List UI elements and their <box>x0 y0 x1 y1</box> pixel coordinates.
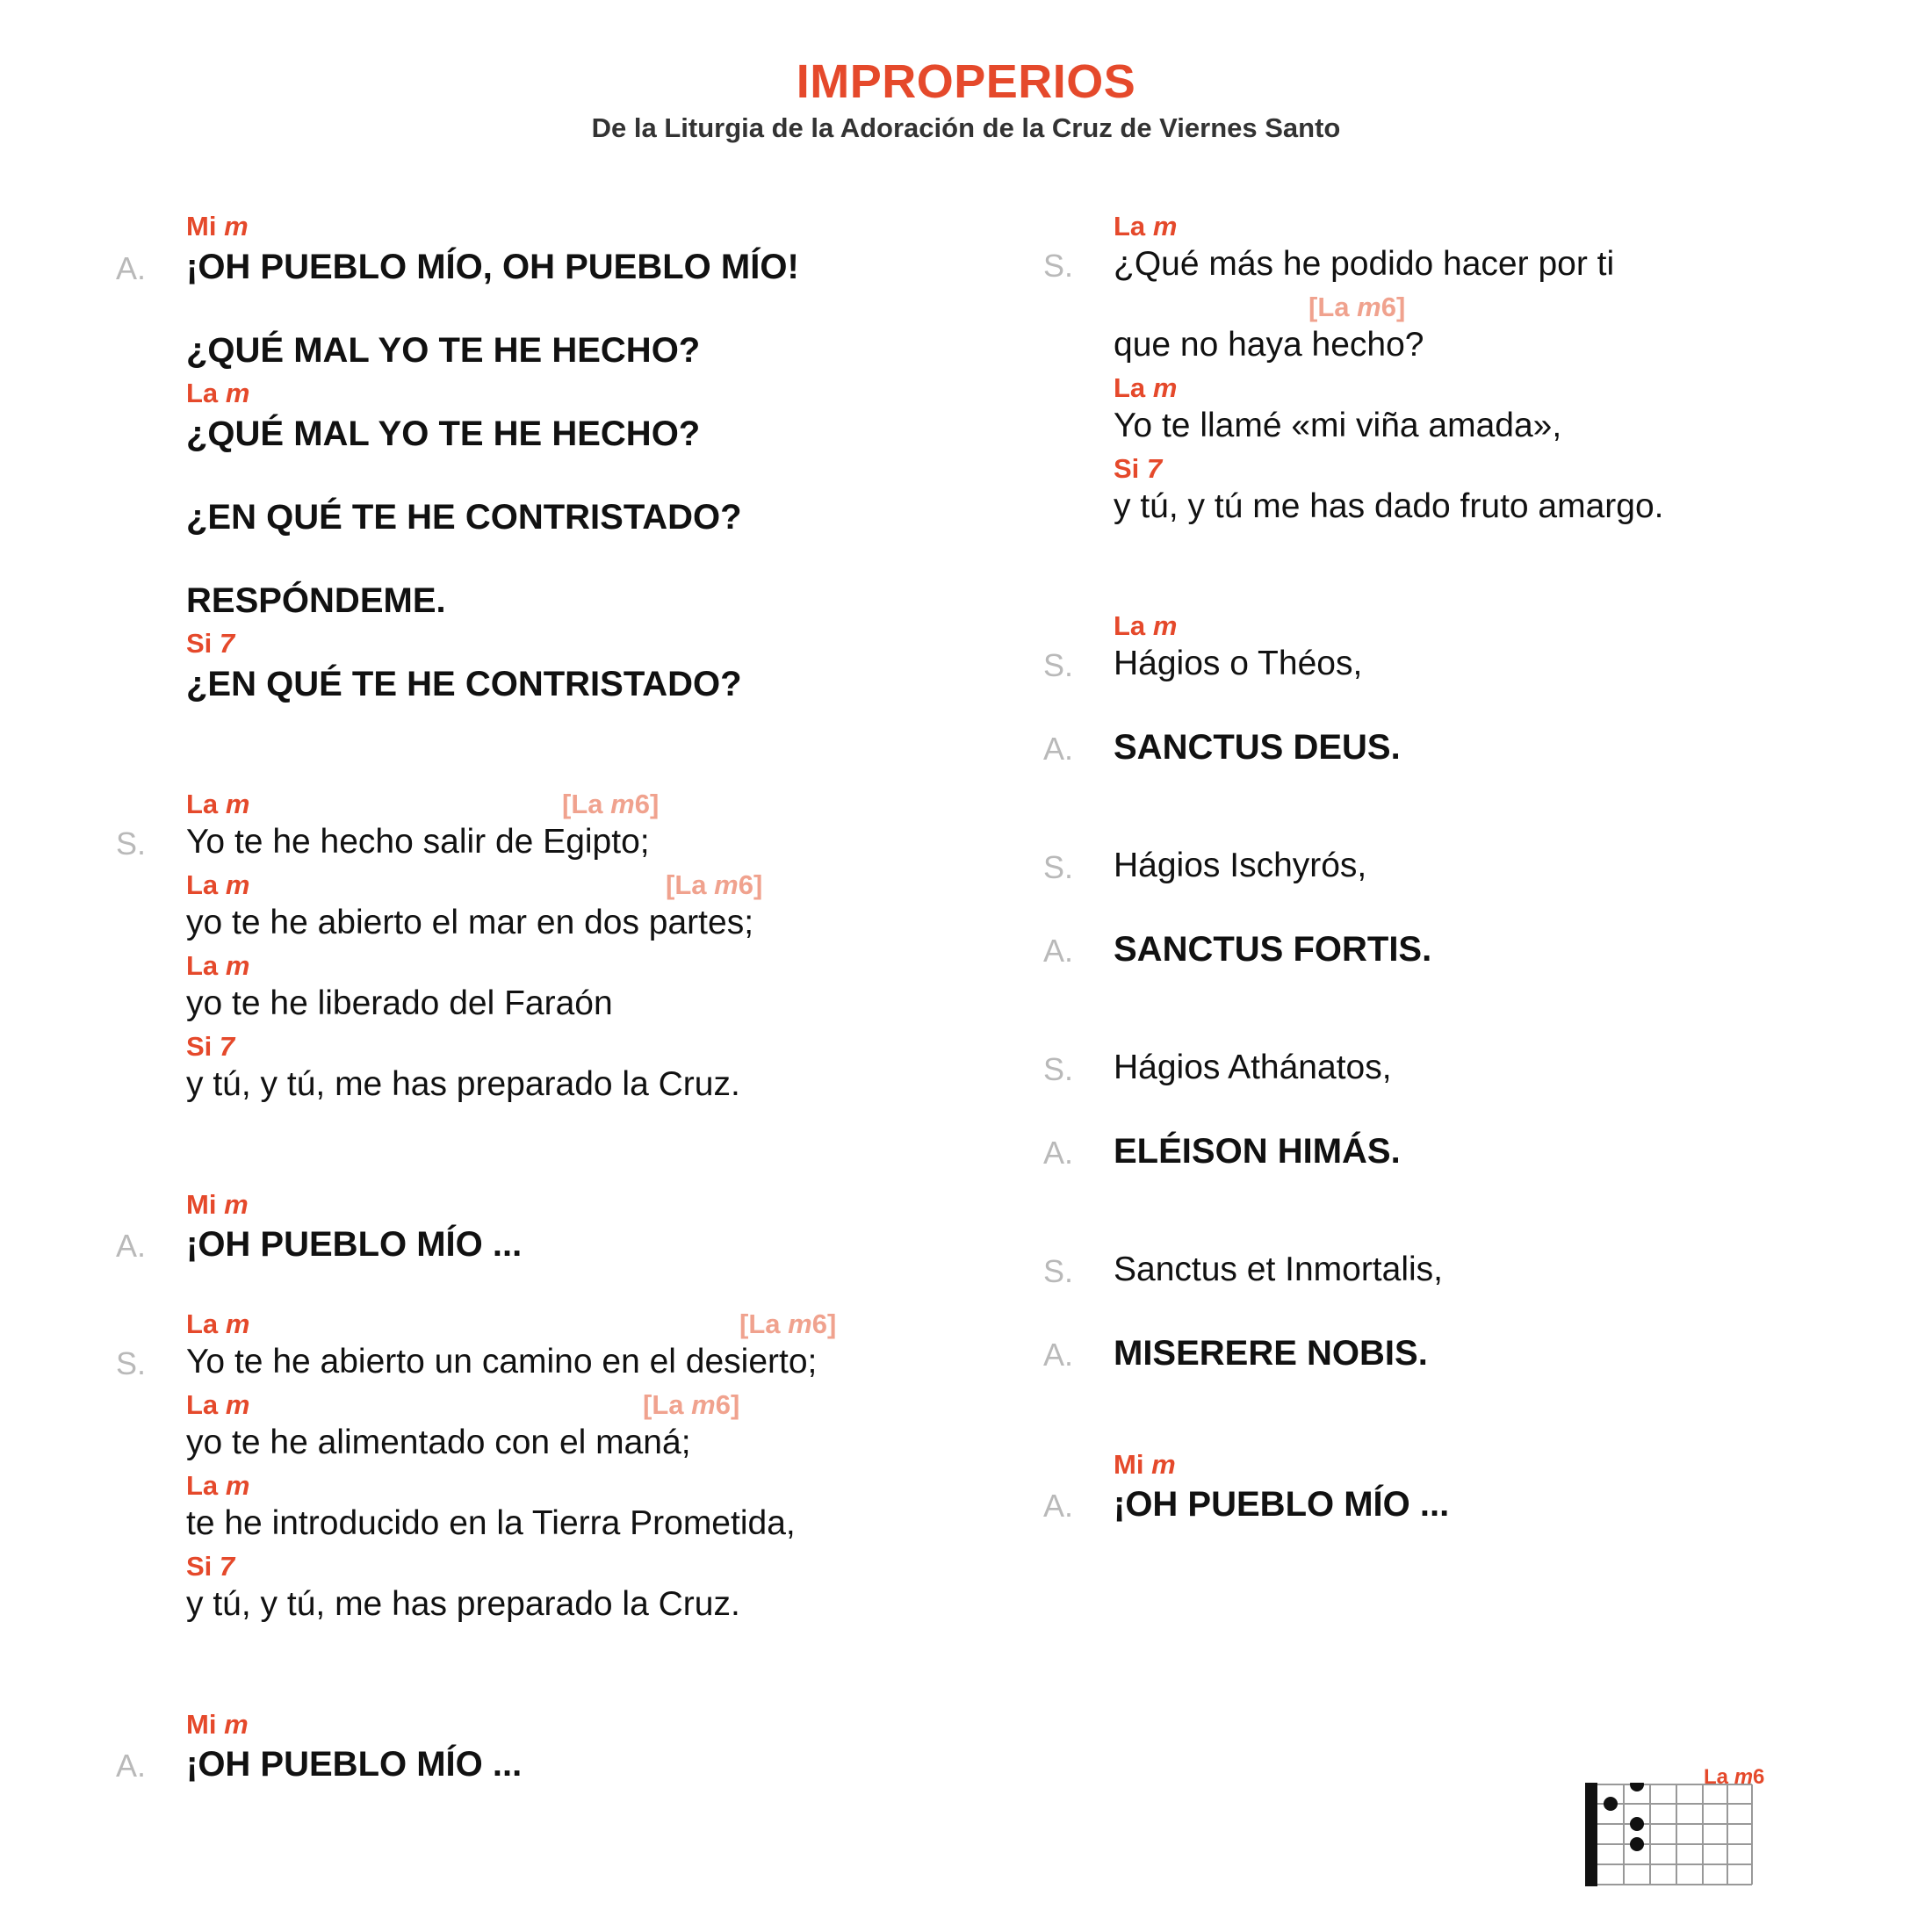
chord-la-m: La m <box>186 378 250 408</box>
lyric-line: Yo te he hecho salir de Egipto; <box>186 823 650 861</box>
chord-la-m: La m <box>186 1308 250 1339</box>
lyric-line: ¿EN QUÉ TE HE CONTRISTADO? <box>186 665 742 703</box>
role-assembly: A. <box>116 250 147 286</box>
lyric-line: ¡OH PUEBLO MÍO ... <box>1114 1485 1450 1524</box>
role-assembly: A. <box>1043 731 1074 767</box>
lyric-line: ¿EN QUÉ TE HE CONTRISTADO? <box>186 498 742 537</box>
lyric-line: Yo te llamé «mi viña amada», <box>1114 407 1562 444</box>
role-soloist: S. <box>116 825 147 861</box>
chord-mi-m: Mi m <box>1114 1449 1176 1480</box>
chord-la-m: La m <box>186 1470 250 1501</box>
role-soloist: S. <box>1043 248 1074 284</box>
lyric-line: ¿QUÉ MAL YO TE HE HECHO? <box>186 331 701 370</box>
lyric-line: ¡OH PUEBLO MÍO, OH PUEBLO MÍO! <box>186 248 799 286</box>
lyric-line: SANCTUS FORTIS. <box>1114 930 1432 969</box>
chord-la-m: La m <box>186 869 250 900</box>
lyric-line: MISERERE NOBIS. <box>1114 1334 1428 1373</box>
lyric-line: ¡OH PUEBLO MÍO ... <box>186 1745 523 1784</box>
chord-la-m6-optional: [La m6] <box>643 1389 740 1420</box>
lyric-line: y tú, y tú me has dado fruto amargo. <box>1114 487 1664 525</box>
lyric-line: te he introducido en la Tierra Prometida, <box>186 1504 796 1542</box>
chord-la-m: La m <box>186 1389 250 1420</box>
lyric-line: ¿Qué más he podido hacer por ti <box>1114 245 1615 283</box>
chord-la-m6-optional: [La m6] <box>666 869 763 900</box>
role-soloist: S. <box>1043 1253 1074 1289</box>
role-assembly: A. <box>1043 933 1074 969</box>
lyric-line: Hágios o Théos, <box>1114 645 1363 682</box>
role-assembly: A. <box>1043 1135 1074 1171</box>
role-soloist: S. <box>1043 647 1074 683</box>
chord-la-m6-optional: [La m6] <box>739 1308 837 1339</box>
page-title: IMPROPERIOS <box>796 55 1136 108</box>
finger-dot <box>1604 1797 1618 1811</box>
lyric-line: ELÉISON HIMÁS. <box>1114 1132 1401 1171</box>
chord-la-m: La m <box>1114 372 1178 403</box>
lyric-line: y tú, y tú, me has preparado la Cruz. <box>186 1065 740 1103</box>
chord-la-m: La m <box>1114 211 1178 242</box>
chord-si-7: Si 7 <box>186 1031 235 1062</box>
lyric-line: yo te he liberado del Faraón <box>186 984 613 1022</box>
chord-mi-m: Mi m <box>186 1189 249 1220</box>
lyric-line: yo te he alimentado con el maná; <box>186 1424 691 1461</box>
finger-dot <box>1630 1783 1644 1791</box>
lyric-line: ¿QUÉ MAL YO TE HE HECHO? <box>186 415 701 453</box>
chord-si-7: Si 7 <box>1114 453 1163 484</box>
lyric-line: Yo te he abierto un camino en el desierto; <box>186 1343 818 1381</box>
finger-dot <box>1630 1837 1644 1851</box>
chord-la-m: La m <box>186 789 250 819</box>
role-assembly: A. <box>116 1228 147 1264</box>
la-m6-chord-diagram <box>1585 1783 1761 1897</box>
lyric-line: SANCTUS DEUS. <box>1114 728 1401 767</box>
chord-la-m: La m <box>186 950 250 981</box>
lyric-line: que no haya hecho? <box>1114 326 1424 364</box>
lyric-line: RESPÓNDEME. <box>186 581 446 620</box>
lyric-line: ¡OH PUEBLO MÍO ... <box>186 1225 523 1264</box>
chord-la-m6-optional: [La m6] <box>562 789 660 819</box>
role-soloist: S. <box>1043 849 1074 885</box>
lyric-line: yo te he abierto el mar en dos partes; <box>186 904 754 941</box>
chord-la-m: La m <box>1114 610 1178 641</box>
lyric-line: Hágios Ischyrós, <box>1114 847 1367 884</box>
lyric-line: y tú, y tú, me has preparado la Cruz. <box>186 1585 740 1623</box>
lyric-line: Hágios Athánatos, <box>1114 1049 1392 1086</box>
diagram-grid <box>1597 1784 1752 1885</box>
role-assembly: A. <box>116 1748 147 1784</box>
role-soloist: S. <box>1043 1051 1074 1087</box>
page-subtitle: De la Liturgia de la Adoración de la Cruz de Viernes Santo <box>591 112 1341 143</box>
chord-si-7: Si 7 <box>186 1551 235 1582</box>
chord-mi-m: Mi m <box>186 211 249 242</box>
lyric-line: Sanctus et Inmortalis, <box>1114 1251 1443 1288</box>
chord-si-7: Si 7 <box>186 628 235 659</box>
chord-mi-m: Mi m <box>186 1709 249 1740</box>
finger-dot <box>1630 1817 1644 1831</box>
chord-diagram-label: La m6 <box>1704 1765 1765 1789</box>
chord-la-m6-optional: [La m6] <box>1308 292 1406 322</box>
role-assembly: A. <box>1043 1488 1074 1524</box>
diagram-nut <box>1585 1783 1597 1886</box>
role-assembly: A. <box>1043 1337 1074 1373</box>
role-soloist: S. <box>116 1345 147 1381</box>
